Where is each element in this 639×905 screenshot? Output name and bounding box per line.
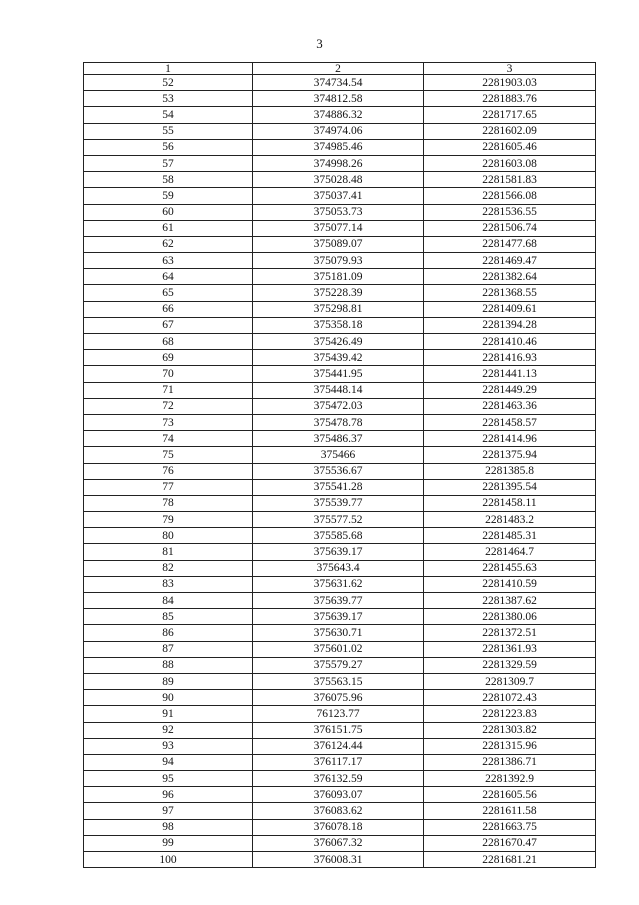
cell-x-coordinate: 375585.68 (253, 528, 424, 544)
cell-point-number: 97 (84, 803, 253, 819)
cell-x-coordinate: 376151.75 (253, 722, 424, 738)
cell-y-coordinate: 2281386.71 (424, 754, 596, 770)
cell-x-coordinate: 375228.39 (253, 285, 424, 301)
cell-y-coordinate: 2281416.93 (424, 350, 596, 366)
cell-point-number: 95 (84, 771, 253, 787)
cell-x-coordinate: 375466 (253, 447, 424, 463)
table-row (84, 431, 596, 447)
cell-y-coordinate: 2281605.56 (424, 787, 596, 803)
coordinates-table (83, 62, 596, 868)
table-row (84, 123, 596, 139)
cell-point-number: 92 (84, 722, 253, 738)
cell-point-number: 75 (84, 447, 253, 463)
cell-x-coordinate: 376067.32 (253, 835, 424, 851)
table-row (84, 625, 596, 641)
table-row (84, 107, 596, 123)
cell-point-number: 63 (84, 253, 253, 269)
cell-y-coordinate: 2281464.7 (424, 544, 596, 560)
cell-point-number: 60 (84, 204, 253, 220)
table-row (84, 188, 596, 204)
cell-y-coordinate: 2281315.96 (424, 738, 596, 754)
table-row (84, 382, 596, 398)
cell-point-number: 58 (84, 172, 253, 188)
cell-y-coordinate: 2281410.46 (424, 334, 596, 350)
cell-point-number: 85 (84, 609, 253, 625)
cell-y-coordinate: 2281329.59 (424, 657, 596, 673)
cell-point-number: 61 (84, 220, 253, 236)
table-row (84, 447, 596, 463)
cell-point-number: 83 (84, 576, 253, 592)
cell-x-coordinate: 374886.32 (253, 107, 424, 123)
cell-point-number: 57 (84, 155, 253, 171)
table-row (84, 236, 596, 252)
cell-point-number: 93 (84, 738, 253, 754)
cell-x-coordinate: 375579.27 (253, 657, 424, 673)
table-row (84, 593, 596, 609)
cell-x-coordinate: 375630.71 (253, 625, 424, 641)
cell-point-number: 76 (84, 463, 253, 479)
table-row (84, 673, 596, 689)
cell-point-number: 87 (84, 641, 253, 657)
cell-point-number: 66 (84, 301, 253, 317)
cell-point-number: 54 (84, 107, 253, 123)
table-row (84, 366, 596, 382)
cell-y-coordinate: 2281380.06 (424, 609, 596, 625)
cell-x-coordinate: 375639.17 (253, 609, 424, 625)
table-row (84, 91, 596, 107)
cell-point-number: 64 (84, 269, 253, 285)
cell-point-number: 70 (84, 366, 253, 382)
cell-x-coordinate: 375037.41 (253, 188, 424, 204)
table-row (84, 285, 596, 301)
table-row (84, 512, 596, 528)
cell-point-number: 67 (84, 317, 253, 333)
table-row (84, 803, 596, 819)
cell-y-coordinate: 2281385.8 (424, 463, 596, 479)
table-body (84, 75, 596, 868)
cell-y-coordinate: 2281485.31 (424, 528, 596, 544)
cell-y-coordinate: 2281717.65 (424, 107, 596, 123)
cell-y-coordinate: 2281223.83 (424, 706, 596, 722)
cell-y-coordinate: 2281382.64 (424, 269, 596, 285)
table-row (84, 75, 596, 91)
table-row (84, 852, 596, 868)
table-row (84, 479, 596, 495)
cell-x-coordinate: 375486.37 (253, 431, 424, 447)
table-row (84, 609, 596, 625)
cell-x-coordinate: 375079.93 (253, 253, 424, 269)
cell-x-coordinate: 375089.07 (253, 236, 424, 252)
cell-x-coordinate: 375643.4 (253, 560, 424, 576)
cell-x-coordinate: 375536.67 (253, 463, 424, 479)
table-row (84, 819, 596, 835)
cell-point-number: 56 (84, 139, 253, 155)
cell-y-coordinate: 2281409.61 (424, 301, 596, 317)
cell-point-number: 71 (84, 382, 253, 398)
cell-y-coordinate: 2281469.47 (424, 253, 596, 269)
table-row (84, 155, 596, 171)
cell-point-number: 80 (84, 528, 253, 544)
cell-y-coordinate: 2281605.46 (424, 139, 596, 155)
cell-x-coordinate: 375426.49 (253, 334, 424, 350)
cell-point-number: 96 (84, 787, 253, 803)
cell-point-number: 99 (84, 835, 253, 851)
table-row (84, 544, 596, 560)
cell-point-number: 91 (84, 706, 253, 722)
cell-x-coordinate: 375639.77 (253, 593, 424, 609)
cell-point-number: 53 (84, 91, 253, 107)
cell-x-coordinate: 375441.95 (253, 366, 424, 382)
cell-y-coordinate: 2281449.29 (424, 382, 596, 398)
cell-point-number: 94 (84, 754, 253, 770)
table-header-row (84, 63, 596, 75)
cell-x-coordinate: 76123.77 (253, 706, 424, 722)
cell-y-coordinate: 2281368.55 (424, 285, 596, 301)
cell-x-coordinate: 375539.77 (253, 495, 424, 511)
cell-point-number: 98 (84, 819, 253, 835)
table-row (84, 706, 596, 722)
cell-y-coordinate: 2281506.74 (424, 220, 596, 236)
cell-y-coordinate: 2281395.54 (424, 479, 596, 495)
table-row (84, 560, 596, 576)
cell-x-coordinate: 375639.17 (253, 544, 424, 560)
cell-point-number: 82 (84, 560, 253, 576)
table-row (84, 172, 596, 188)
cell-y-coordinate: 2281681.21 (424, 852, 596, 868)
cell-point-number: 52 (84, 75, 253, 91)
cell-x-coordinate: 376117.17 (253, 754, 424, 770)
table-row (84, 738, 596, 754)
cell-y-coordinate: 2281441.13 (424, 366, 596, 382)
cell-point-number: 86 (84, 625, 253, 641)
cell-x-coordinate: 375077.14 (253, 220, 424, 236)
cell-point-number: 90 (84, 690, 253, 706)
table-row (84, 139, 596, 155)
cell-y-coordinate: 2281303.82 (424, 722, 596, 738)
cell-y-coordinate: 2281536.55 (424, 204, 596, 220)
table-row (84, 414, 596, 430)
table-row (84, 350, 596, 366)
table-row (84, 754, 596, 770)
cell-y-coordinate: 2281483.2 (424, 512, 596, 528)
table-row (84, 641, 596, 657)
cell-x-coordinate: 374812.58 (253, 91, 424, 107)
cell-y-coordinate: 2281477.68 (424, 236, 596, 252)
cell-y-coordinate: 2281458.11 (424, 495, 596, 511)
cell-x-coordinate: 375181.09 (253, 269, 424, 285)
cell-point-number: 69 (84, 350, 253, 366)
cell-x-coordinate: 375577.52 (253, 512, 424, 528)
cell-x-coordinate: 374998.26 (253, 155, 424, 171)
column-header-point: 1 (84, 63, 253, 75)
table-row (84, 495, 596, 511)
cell-y-coordinate: 2281361.93 (424, 641, 596, 657)
cell-x-coordinate: 375448.14 (253, 382, 424, 398)
cell-point-number: 65 (84, 285, 253, 301)
cell-point-number: 62 (84, 236, 253, 252)
cell-y-coordinate: 2281392.9 (424, 771, 596, 787)
cell-x-coordinate: 375028.48 (253, 172, 424, 188)
cell-x-coordinate: 375053.73 (253, 204, 424, 220)
cell-x-coordinate: 375478.78 (253, 414, 424, 430)
cell-y-coordinate: 2281455.63 (424, 560, 596, 576)
cell-point-number: 100 (84, 852, 253, 868)
table-row (84, 334, 596, 350)
cell-x-coordinate: 374974.06 (253, 123, 424, 139)
cell-point-number: 78 (84, 495, 253, 511)
cell-point-number: 84 (84, 593, 253, 609)
table-row (84, 771, 596, 787)
cell-y-coordinate: 2281372.51 (424, 625, 596, 641)
cell-point-number: 59 (84, 188, 253, 204)
cell-y-coordinate: 2281414.96 (424, 431, 596, 447)
cell-x-coordinate: 375439.42 (253, 350, 424, 366)
cell-point-number: 77 (84, 479, 253, 495)
cell-y-coordinate: 2281883.76 (424, 91, 596, 107)
cell-x-coordinate: 376132.59 (253, 771, 424, 787)
cell-y-coordinate: 2281670.47 (424, 835, 596, 851)
cell-y-coordinate: 2281458.57 (424, 414, 596, 430)
cell-x-coordinate: 376083.62 (253, 803, 424, 819)
cell-x-coordinate: 375601.02 (253, 641, 424, 657)
cell-point-number: 68 (84, 334, 253, 350)
table-row (84, 317, 596, 333)
table-row (84, 576, 596, 592)
cell-x-coordinate: 375541.28 (253, 479, 424, 495)
table-row (84, 220, 596, 236)
cell-y-coordinate: 2281375.94 (424, 447, 596, 463)
table-row (84, 253, 596, 269)
table-row (84, 301, 596, 317)
cell-y-coordinate: 2281581.83 (424, 172, 596, 188)
cell-y-coordinate: 2281611.58 (424, 803, 596, 819)
table-row (84, 463, 596, 479)
cell-point-number: 88 (84, 657, 253, 673)
cell-y-coordinate: 2281072.43 (424, 690, 596, 706)
cell-x-coordinate: 375298.81 (253, 301, 424, 317)
column-header-x: 2 (253, 63, 424, 75)
cell-point-number: 55 (84, 123, 253, 139)
cell-x-coordinate: 374985.46 (253, 139, 424, 155)
cell-x-coordinate: 375563.15 (253, 673, 424, 689)
table-row (84, 269, 596, 285)
cell-point-number: 73 (84, 414, 253, 430)
cell-point-number: 81 (84, 544, 253, 560)
cell-point-number: 74 (84, 431, 253, 447)
column-header-y: 3 (424, 63, 596, 75)
cell-y-coordinate: 2281410.59 (424, 576, 596, 592)
table-row (84, 690, 596, 706)
cell-x-coordinate: 376124.44 (253, 738, 424, 754)
table-row (84, 787, 596, 803)
cell-y-coordinate: 2281602.09 (424, 123, 596, 139)
page-number: 3 (316, 36, 323, 51)
cell-y-coordinate: 2281394.28 (424, 317, 596, 333)
cell-x-coordinate: 376093.07 (253, 787, 424, 803)
cell-y-coordinate: 2281663.75 (424, 819, 596, 835)
cell-y-coordinate: 2281603.08 (424, 155, 596, 171)
cell-y-coordinate: 2281387.62 (424, 593, 596, 609)
cell-x-coordinate: 374734.54 (253, 75, 424, 91)
table-row (84, 204, 596, 220)
cell-point-number: 89 (84, 673, 253, 689)
table-row (84, 722, 596, 738)
cell-y-coordinate: 2281903.03 (424, 75, 596, 91)
cell-x-coordinate: 376008.31 (253, 852, 424, 868)
cell-point-number: 79 (84, 512, 253, 528)
cell-y-coordinate: 2281566.08 (424, 188, 596, 204)
cell-x-coordinate: 375631.62 (253, 576, 424, 592)
cell-y-coordinate: 2281309.7 (424, 673, 596, 689)
cell-x-coordinate: 376075.96 (253, 690, 424, 706)
cell-y-coordinate: 2281463.36 (424, 398, 596, 414)
cell-x-coordinate: 375472.03 (253, 398, 424, 414)
cell-point-number: 72 (84, 398, 253, 414)
table-row (84, 528, 596, 544)
table-row (84, 398, 596, 414)
table-row (84, 835, 596, 851)
table-row (84, 657, 596, 673)
cell-x-coordinate: 376078.18 (253, 819, 424, 835)
cell-x-coordinate: 375358.18 (253, 317, 424, 333)
